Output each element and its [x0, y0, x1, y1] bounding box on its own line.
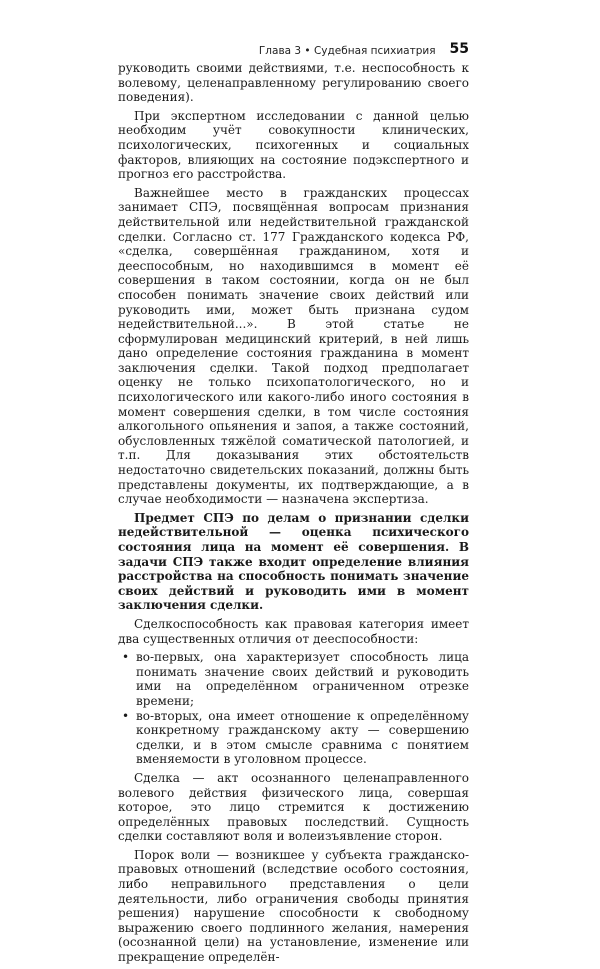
page-number: 55: [449, 41, 469, 57]
list-item: [118, 650, 469, 708]
page-header: [118, 38, 469, 60]
bullet-marker: •: [122, 650, 130, 665]
paragraph-transaction-definition: Сделка — акт осознанного целенаправленного волевого действия физического лица, совершая которое, это лицо стремится к достижению определённых правовых последствий. Сущность сделки составляют воля и волеизъявление сторон.: [118, 770, 469, 844]
paragraph-transaction-capacity: Сделкоспособность как правовая категория имеет два существенных отличия от дееспособности:: [118, 616, 469, 646]
list-item: [118, 709, 469, 767]
bullet-marker: •: [122, 708, 130, 723]
page-body: [118, 61, 469, 969]
paragraph-spe-subject: Предмет СПЭ по делам о признании сделки недействительной — оценка психического состояния лица на момент её совершения. В задачи СПЭ также входит определение влияния расстройства на способность понимать значение своих действий и руководить ими в момент заключения сделки.: [118, 510, 469, 613]
paragraph-will-defect: Порок воли — возникшее у субъекта гражданско-правовых отношений (вследствие особого состояния, либо неправильного представления о цели деятельности, либо ограничения свободы принятия решения) нарушение способности к свободному выражению своего подлинного желания, намерения (осознанной цели) на установление, изменение или прекращение определён-: [118, 847, 469, 965]
bullet-list: [118, 650, 469, 767]
paragraph-expert-study: При экспертном исследовании с данной целью необходим учёт совокупности клинических, психологических, психогенных и социальных факторов, влияющих на состояние подэкспертного и прогноз его расстройства.: [118, 108, 469, 182]
paragraph-continuation: руководить своими действиями, т.е. неспособность к волевому, целенаправленному регулированию своего поведения).: [118, 61, 469, 105]
list-item-text: во-вторых, она имеет отношение к определённому конкретному гражданскому акту — совершению сделки, и в этом смысле сравнима с понятием вменяемости в уголовном процессе.: [136, 708, 469, 767]
paragraph-civil-transactions: Важнейшее место в гражданских процессах занимает СПЭ, посвящённая вопросам признания действительной или недействительной гражданской сделки. Согласно ст. 177 Гражданского кодекса РФ, «сделка, совершённая гражданином, хотя и дееспособным, но находившимся в момент её совершения в таком состоянии, когда он не был способен понимать значение своих действий или руководить ими, может быть признана судом недействительной...». В этой статье не сформулирован медицинский критерий, в ней лишь дано определение состояния гражданина в момент заключения сделки. Такой подход предполагает оценку не только психопатологического, но и психологического или какого-либо иного состояния в момент совершения сделки, в том числе состояния алкогольного опьянения и запоя, а также состояний, обусловленных тяжёлой соматической патологией, и т.п. Для доказывания этих обстоятельств недостаточно свидетельских показаний, должны быть представлены документы, их подтверждающие, а в случае необходимости — назначена экспертиза.: [118, 185, 469, 507]
running-head: Глава 3 • Судебная психиатрия: [258, 45, 436, 57]
list-item-text: во-первых, она характеризует способность лица понимать значение своих действий и руководить ими на определённом ограниченном отрезке времени;: [136, 650, 469, 708]
